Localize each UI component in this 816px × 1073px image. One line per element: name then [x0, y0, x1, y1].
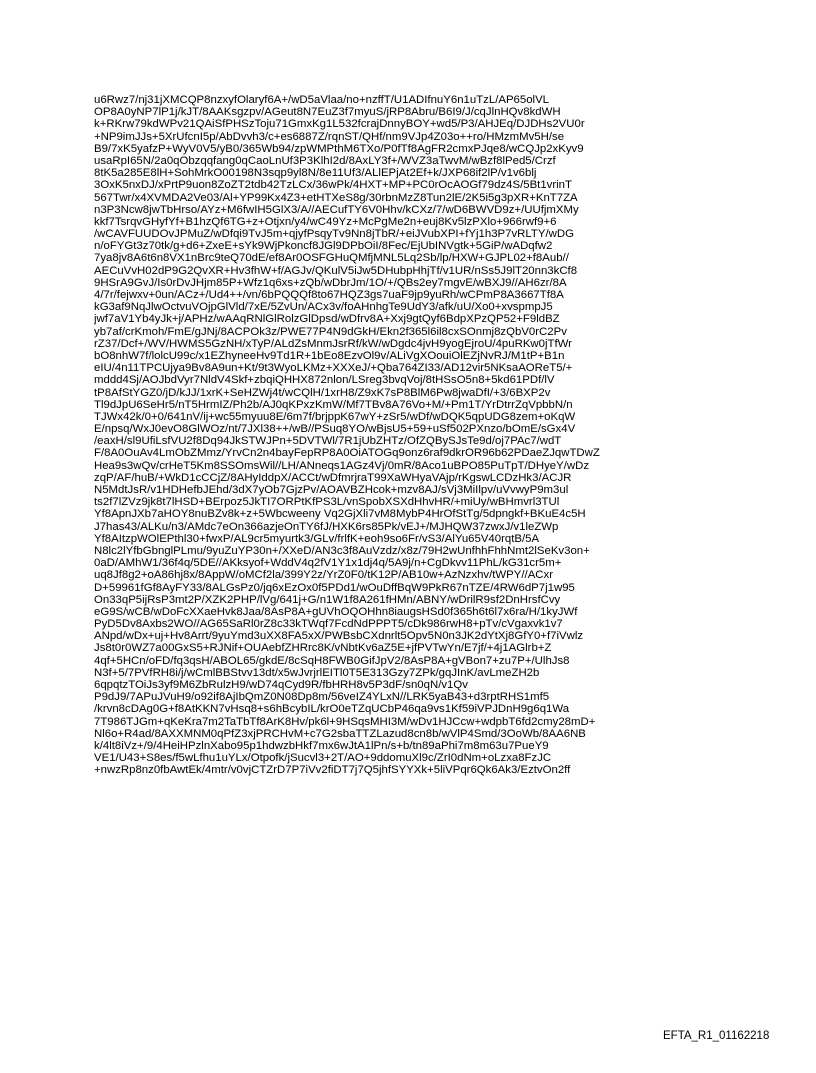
text-line: usaRpI65N/2a0qObzqqfang0qCaoLnUf3P3KlhI2d/8AxLY3f+/WVZ3aTwvM/wBzf8lPed5/Crzf [94, 154, 556, 167]
text-line: F/8A0OuAv4LmObZMmz/YrvCn2n4bayFepRP8A0OiATOGq9onz6raf9dkrOR96b62PDaeZJqwTDwZ [94, 447, 600, 460]
text-line: N3f+5/7PVfRH8i/j/wCmlBBStvv13dt/x5wJvrjrlEITl0T5E313Gzy7ZPk/gqJInK/avLmeZH2b [94, 666, 540, 679]
text-line: mddd4Sj/AOJbdVyr7NldV4Skf+zbqiQHHX872nlon/LSreg3bvqVoj/8tHSsO5n8+5kd61PDf/lV [94, 374, 555, 387]
text-line: k/4lt8iVz+/9/4HeiHPzlnXabo95p1hdwzbHkf7mx6wJtA1lPn/s+b/tn89aPhi7m8m63u7PueY9 [94, 739, 549, 752]
text-line: kkf7TsrqvGHyfYf+B1hzQf6TG+z+Otjxn/y4/wC49Yz+McPgMe2n+euj8Kv5lzPXlo+966rwf9+6 [94, 215, 557, 228]
encoded-text-block [94, 94, 744, 777]
text-line: OP8A0yNP7lP1j/kJT/8AAKsgzpv/AGeut8N7EuZ3f7myuS/jRP8Abru/B6I9/J/cqJlnHQv8kdWH [94, 106, 561, 119]
text-line: zqP/AF/huB/+WkD1cCCjZ/8AHyIddpX/ACCt/wDfmrjraT99XaWHyaVAjp/rKgswLCDzHk3/ACJR [94, 471, 572, 484]
text-line: u6Rwz7/nj31jXMCQP8nzxyfOlaryf6A+/wD5aVlaa/no+nzffT/U1ADIfnuY6n1uTzL/AP65olVL [94, 94, 550, 106]
text-line: 0aD/AMhW1/36f4q/5DE//AKksyof+WddV4q2fV1Y1x1dj4q/5A9j/n+CgDkvv11PhL/kG31cr5m+ [94, 557, 562, 570]
text-line: +nwzRp8nz0fbAwtEk/4mtr/v0vjCTZrD7P7iVv2fiDT7j7Q5jhfSYYXk+5liVPqr6Qk6Ak3/EztvOn2ff [94, 764, 571, 777]
text-line: bO8nhW7f/lolcU99c/x1EZhyneeHv9Td1R+1bEo8EzvOl9v/ALiVgXOouiOlEZjNvRJ/M1tP+B1n [94, 349, 565, 362]
text-line: Nl6o+R4ad/8AXXMNM0qPfZ3xjPRCHvM+c7G2sbaTTZLazud8cn8b/wVlP4Smd/3OoWb/8AA6NB [94, 727, 586, 740]
text-line: 3OxK5nxDJ/xPrtP9uon8ZoZT2tdb42TzLCx/36wPk/4HXT+MP+PC0rOcAOGf79dz4S/5Bt1vrinT [94, 179, 572, 192]
text-line: n/oFYGt3z70tk/g+d6+ZxeE+sYk9WjPkoncf8JGl9DPbOiI/8Fec/EjUbINVgtk+5GiP/wADqfw2 [94, 240, 553, 253]
text-line: yb7af/crKmoh/FmE/gJNj/8ACPOk3z/PWE77P4N9dGkH/Ekn2f365l6il8cxSOnmj8zQbV0rC2Pv [94, 325, 567, 338]
text-line: /wCAVFUUDOvJPMuZ/wDfqi9TvJ5m+qjyfPsqyTv9Nn8jTbR/+eiJVubXPI+fYj1h3P7vRLTY/wDG [94, 228, 574, 241]
text-line: ts2f7lZVz9jk8t7lHSD+BErpoz5JkTI7ORPtKfPS3L/vnSpobXSXdHhvHR/+miUy/wBHmvrl3TUl [94, 496, 560, 509]
text-line: N8lc2lYfbGbnglPLmu/9yuZuYP30n+/XXeD/AN3c3f8AuVzdz/x8z/79H2wUnfhhFhhNmt2lSeKv3on+ [94, 544, 590, 557]
text-line: 9HSrA9GvJ/Is0rDvJHjm85P+Wfz1q6xs+zQb/wDbrJm/1O/+/QBs2ey7mgvE/wBXJ9//AH6zr/8A [94, 276, 567, 289]
text-line: eG9S/wCB/wDoFcXXaeHvk8Jaa/8AsP8A+gUVhOQOHhn8iaugsHSd0f365h6t6l7x6ra/H/1kyJWf [94, 605, 578, 618]
text-line: AECuVvH02dP9G2QvXR+Hv3fhW+f/AGJv/QKulV5iJw5DHubpHhjTf/v1UR/nSs5J9lT20nn3kCf8 [94, 264, 578, 277]
text-line: VE1/U43+S8es/f5wLfhu1uYLx/Otpofk/jSucvl3+2T/AO+9ddomuXl9c/ZrI0dNm+oLzxa8FzJC [94, 752, 552, 765]
text-line: On33qP5ijRsP3mt2P/XZK2PHP/lVg/641j+G/n1W1f8A261fHMn/ABNY/wDrilR9sf2DnHrsfCvy [94, 593, 561, 606]
text-line: B9/7xK5yafzP+WyV0V5/yB0/365Wb94/zpWMPthM6TXo/P0fTf8AgFR2cmxPJqe8/wCQJp2xKyv9 [94, 142, 584, 155]
text-line: ANpd/wDx+uj+Hv8Arrt/9yuYmd3uXX8FA5xX/PWBsbCXdnrlt5Opv5N0n3JK2dYtXj8GfY0+f7iVwlz [94, 630, 584, 643]
text-line: 7ya8jv8A6t6n8VX1nBrc9teQ70dE/ef8Ar0OSFGHuQMfjMNL5Lq2Sb/lp/HXW+GJPL02+f8Aub// [94, 252, 569, 265]
text-line: 6qpqtzTOiJs3yf9M6ZbRulzH9/wD74qCyd9R/fbHRH8v5P3dF/sn0qN/v1Qv [94, 679, 468, 691]
text-line: jwf7aV1Yb4yJk+j/APHz/wAAqRNlGlRolzGlDpsd/wDfrv8A+Xxj9gtQyf6BdpXPzQP52+F9ldBZ [94, 313, 560, 326]
text-line: tP8AfStYGZ0/jD/kJJ/1xrK+SeHZWj4t/wCQlH/1xrH8/Z9xK7sP8BlM6Pw8jwaDfI/+3/6BXP2v [94, 386, 551, 399]
text-line: /eaxH/sl9UfiLsfVU2f8Dq94JkSTWJPn+5DVTWl/7R1jUbZHTz/OfZQBySJsTe9d/oj7PAc7/wdT [94, 435, 562, 448]
text-line: k+RKrw79kdWPv21QAiSfPHSzToju71GmxKg1L532fcrajDnnyBOY+wd5/P3/AHJEq/DJDHs2VU0r [94, 118, 585, 131]
text-line: Js8t0r0WZ7a00GxS5+RJNif+OUAebfZHRrc8K/vNbtKv6aZ5E+jfPVTwYn/E7jf/+4j1AGlrb+Z [94, 642, 552, 655]
text-line: rZ37/Dcf+/WV/HWMS5GzNH/xTyP/ALdZsMnmJsrRf/kW/wDgdc4jvH9yogEjroU/4puRKw0jTfWr [94, 337, 572, 350]
text-line: eIU/4n11TPCUjya9Bv8A9un+Kt/9t3WyoLKMz+XXXeJ/+Qba764ZI33/AD12vir5NKsaAOReT5/+ [94, 362, 573, 375]
text-line: N5MdtJsR/v1HDHefbJEhd/3dX7yOb7GjzPv/AOAVBZHcok+mzv8AJ/sVj3MiIlpv/uVvwyP9m3ul [94, 484, 569, 496]
text-line: Tl9dJpU6SeHr5/nT5HrmIZ/Ph2b/AJ0qKPxzKmW/Mf7TBv8A76Vo+M/+Pm1T/YrDtrrZqVpbbN/n [94, 398, 573, 411]
text-line: Hea9s3wQv/crHeT5Km8SSOmsWil//LH/ANneqs1AGz4Vj/0mR/8Aco1uBPO85PuTpT/DHyeY/wDz [94, 459, 590, 472]
text-line: TJWx42k/0+0/641nV/ij+wc55myuu8E/6m7f/brjppK67wY+zSr5/wDf/wDQK5qpUDG8zem+oKqW [94, 410, 576, 423]
text-line: 8tK5a285E8lH+SohMrkO00198N3sqp9yl8N/8e11Uf3/ALlEPjAt2Ef+k/JXP68if2lP/v1v6blj [94, 167, 537, 180]
text-line: D+59961fGf8AyFY33/8ALGsPz0/jq6xEzOx0f5PDd1/wOuDffBqW9PkR67nTZE/4RW6dP7j1w95 [94, 581, 575, 594]
text-line: 567Twr/x4XVMDA2Ve03/Al+YP99Kx4Z3+etHTXeS8g/30rbnMzZ8Tun2lE/2K5i5g3pXR+KnT7ZA [94, 191, 578, 204]
text-line: /krvn8cDAg0G+f8AtKKN7vHsq8+s6hBcybIL/krO0eTZqUCbP46qa9vs1Kf59iVPJDnH9g6q1Wa [94, 703, 570, 716]
text-line: 7T986TJGm+qKeKra7m2TaTbTf8ArK8Hv/pk6l+9HSqsMHI3M/wDv1HJCcw+wdpbT6fd2cmy28mD+ [94, 715, 596, 728]
text-line: uq8Jf8g2+oA86hj8x/8AppW/oMCf2la/399Y2z/YrZ0F0/tK12P/AB10w+AzNzxhv/tWPY//ACxr [94, 569, 554, 582]
text-line: kG3af9NqJlwOctvuVOjpGlVld/7xE/5ZvUn/ACx3v/foAHnhgTe9UdY3/afk/uU/Xo0+xvspmpJ5 [94, 301, 553, 314]
text-line: 4/7r/fejwxv+0un/ACz+/Ud4++/vn/6bPQQQf8to67HQZ3gs7uaF9jp9yuRh/wCPmP8A3667Tf8A [94, 289, 564, 301]
text-line: 4qf+5HCn/oFD/fq3qsH/ABOL65/gkdE/8cSqH8FWB0GifJpV2/8AsP8A+gVBon7+zu7P+/UlhJs8 [94, 654, 570, 667]
text-line: PyD5Dv8Axbs2WO//AG65SaRl0rZ8c33kTWqf7FcdNdPPPT5/cDk986rwH8+pTv/cVgaxvk1v7 [94, 618, 563, 631]
document-id-footer: EFTA_R1_01162218 [663, 1030, 770, 1042]
text-line: n3P3Ncw8jwTbHrso/AYz+M6fwIH5GlX3/A//AECufTY6V0Hhv/kCXz/7/wD6BWVD9z+/UUfjmXMy [94, 203, 579, 216]
text-line: Yf8ApnJXb7aHOY8nuBZv8k+z+5Wbcweeny Vq2GjXli7vM8MybP4HrOfStTg/5dpngkf+BKuE4c5H [94, 508, 586, 521]
text-line: P9dJ9/7APuJVuH9/o92if8AjIbQmZ0N08Dp8m/56veIZ4YLxN//LRK5yaB43+d3rptRHS1mf5 [94, 691, 550, 704]
text-line: Yf8AItzpWOlEPthl30+fwxP/AL9cr5myurtk3/GLv/frlfK+eoh9so6Fr/vS3/AlYu65V40rqtB/5A [94, 532, 540, 545]
text-line: J7has43/ALKu/n3/AMdc7eOn366azjeOnTY6fJ/HXK6rs85Pk/vEJ+/MJHQW37zwxJ/v1leZWp [94, 520, 559, 533]
text-line: E/npsq/WxJ0evO8GlWOz/nt/7JXl38++/wB//PSuq8YO/wBjsU5+59+uSf502PXnzo/bOmE/sGx4V [94, 423, 576, 436]
text-line: +NP9imJJs+5XrUfcnI5p/AbDvvh3/c+es6887Z/rqnST/QHf/nm9VJp4Z03o++ro/HMzmMv5H/se [94, 130, 565, 143]
